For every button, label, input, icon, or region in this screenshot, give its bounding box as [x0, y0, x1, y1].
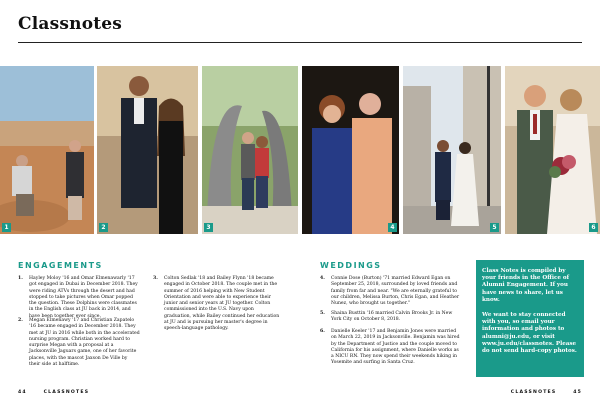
entry-text: Colton Sedlak '18 and Bailey Flynn '18 became engaged in October 2018. The couple met in the summer of 2016 helping with New Student Orientation and were able to experience their junior and senior years at JU together. Colton commissioned into the U.S. Navy upon graduation, while Bailey continued her education at JU and is pursuing her master's degree in speech-language pathology.	[164, 276, 280, 332]
entry-number: 6.	[320, 329, 325, 334]
list-item	[153, 276, 281, 336]
photo-couple-sculpture	[202, 66, 298, 234]
photo-number-badge: 2	[99, 223, 108, 232]
entry-text: Shaina Busttin '16 married Calvin Brooks Jr. in New York City on October 8, 2018.	[331, 311, 453, 323]
entry-text: Danielle Keeler '17 and Benjamin Jones were married on March 22, 2019 in Jacksonville. Benjamin was hired by the Department of Justice and the couple moved to California for his assignment, where Danielle works as a NICU RN. They now spend their weekends hiking in Yosemite and surfing in Santa Cruz.	[331, 329, 460, 366]
entry-text: Connie Dose (Burton) '71 married Edward Egan on September 25, 2018, surrounded by loved friends and family from far and near. "We are eternally grateful to our children, Melissa Burton, Chris Egan, and Heather Nunez, who brought us together."	[331, 276, 460, 307]
weddings-heading: WEDDINGS	[320, 261, 382, 270]
list-item	[18, 276, 140, 319]
footer-right	[511, 390, 582, 395]
photo-couple-formal	[97, 66, 198, 234]
callout-intro: Class Notes is compiled by your friends in the Office of Alumni Engagement. If you have news to share, let us know.	[482, 268, 569, 303]
photo-strip	[0, 66, 600, 234]
photo-number-badge: 3	[204, 223, 213, 232]
photo-number-badge: 5	[490, 223, 499, 232]
footer-section-left: CLASSNOTES	[43, 390, 90, 395]
list-item	[320, 311, 460, 325]
photo-bouquet-wedding	[505, 66, 600, 234]
page-number-right: 45	[573, 390, 582, 395]
callout-contact: We want to stay connected with you, so email your information and photos to alumni@ju.edu, or visit www.ju.edu/classnotes. Please do not send hard-copy photos.	[482, 312, 577, 355]
entry-text: Megan Elmenawy '17 and Christian Zapatelo '16 became engaged in December 2018. They met at JU in 2016 while both in the accelerated nursing program. Christian worked hard to surprise Megan with a proposal at a Jacksonville Jaguars game, one of her favorite places, with the mascot Jaxson De Ville by their side at halftime.	[29, 318, 140, 368]
entry-text: Hayley Moloy '16 and Omar Elmenawarly '17 got engaged in Dubai in December 2018. They were riding ATVs through the desert and had stopped to take pictures when Omar popped the question. These Dolphins were classmates in the English class at JU back in 2014, and have been together ever since.	[29, 276, 138, 319]
photo-number-badge: 1	[2, 223, 11, 232]
entry-number: 4.	[320, 276, 325, 281]
submission-callout	[476, 260, 584, 377]
title-rule	[18, 42, 582, 43]
engagements-heading: ENGAGEMENTS	[18, 261, 103, 270]
photo-older-couple	[302, 66, 399, 234]
entry-number: 5.	[320, 311, 325, 316]
entry-number: 2.	[18, 318, 23, 323]
photo-city-wedding	[403, 66, 501, 234]
page-title: Classnotes	[18, 14, 123, 34]
list-item	[320, 276, 460, 306]
photo-desert-proposal	[0, 66, 94, 234]
entry-number: 1.	[18, 276, 23, 281]
photo-number-badge: 6	[589, 223, 598, 232]
page-number-left: 44	[18, 390, 27, 395]
entry-number: 3.	[153, 276, 158, 281]
list-item	[320, 329, 460, 369]
footer-left	[18, 390, 89, 395]
photo-number-badge: 4	[388, 223, 397, 232]
footer-section-right: CLASSNOTES	[510, 390, 557, 395]
list-item	[18, 318, 140, 370]
